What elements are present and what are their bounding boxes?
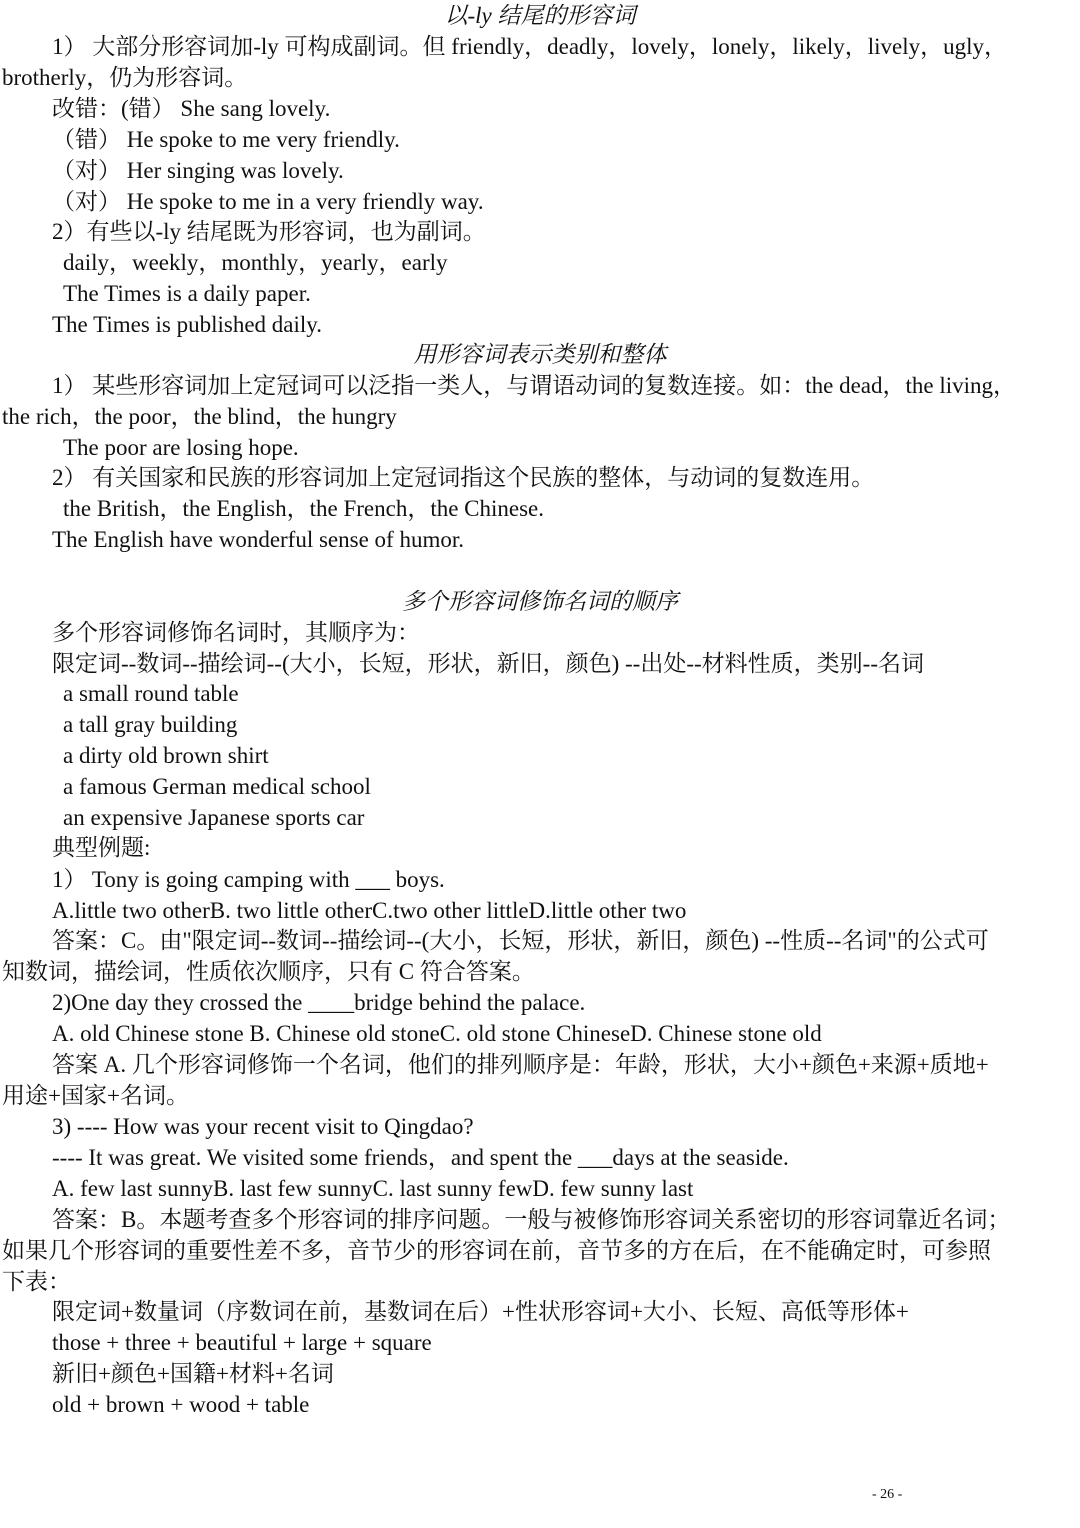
text-line: a famous German medical school [63,774,371,799]
text-line: 2） 有关国家和民族的形容词加上定冠词指这个民族的整体，与动词的复数连用。 [52,465,875,490]
text-line: 典型例题: [52,835,151,860]
text-line: 改错：(错） She sang lovely. [52,96,331,121]
text-line: 知数词，描绘词，性质依次顺序，只有 C 符合答案。 [2,959,535,984]
text-line: 2）有些以-ly 结尾既为形容词，也为副词。 [52,219,486,244]
text-line: brotherly，仍为形容词。 [2,65,248,90]
section-heading-class-and-whole: 用形容词表示类别和整体 [413,342,667,367]
text-line: 限定词--数词--描绘词--(大小，长短，形状，新旧，颜色) --出处--材料性质，类别--名词 [52,651,924,676]
text-line: daily，weekly，monthly，yearly，early [63,250,448,275]
text-line: an expensive Japanese sports car [63,805,365,830]
text-line: （对） Her singing was lovely. [52,158,344,183]
text-line: a small round table [63,681,239,706]
text-line: old + brown + wood + table [52,1392,310,1417]
section-heading-adjective-order: 多个形容词修饰名词的顺序 [402,589,678,614]
page-number: - 26 - [872,1487,903,1502]
text-line: 1） 大部分形容词加-ly 可构成副词。但 friendly，deadly，lovely，lonely，likely，lively，ugly， [52,34,1008,59]
text-line: those + three + beautiful + large + square [52,1330,432,1355]
text-line: a tall gray building [63,712,238,737]
text-line: 多个形容词修饰名词时，其顺序为： [52,620,420,645]
text-line: 3) ---- How was your recent visit to Qingdao? [52,1114,474,1139]
text-line: the rich，the poor，the blind，the hungry [2,404,397,429]
text-line: 限定词+数量词（序数词在前，基数词在后）+性状形容词+大小、长短、高低等形体+ [52,1299,909,1324]
text-line: A. old Chinese stone B. Chinese old stoneC. old stone ChineseD. Chinese stone old [52,1021,822,1046]
text-line: 用途+国家+名词。 [2,1083,189,1108]
text-line: the British，the English，the French，the Chinese. [63,496,545,521]
text-line: 2)One day they crossed the ____bridge behind the palace. [52,990,586,1015]
text-line: The Times is published daily. [52,312,323,337]
text-line: The Times is a daily paper. [63,281,311,306]
text-line: 如果几个形容词的重要性差不多，音节少的形容词在前，音节多的方在后，在不能确定时，可参照 [2,1238,991,1263]
text-line: （错） He spoke to me very friendly. [52,127,400,152]
text-line: 答案：B。本题考查多个形容词的排序问题。一般与被修饰形容词关系密切的形容词靠近名词； [52,1207,1011,1232]
text-line: 下表： [2,1269,71,1294]
text-line: A. few last sunnyB. last few sunnyC. last sunny fewD. few sunny last [52,1176,694,1201]
text-line: A.little two otherB. two little otherC.two other littleD.little other two [52,898,687,923]
text-line: 1） Tony is going camping with ___ boys. [52,867,445,892]
text-line: ---- It was great. We visited some friends，and spent the ___days at the seaside. [52,1145,789,1170]
text-line: The poor are losing hope. [63,435,299,460]
text-line: 新旧+颜色+国籍+材料+名词 [52,1361,334,1386]
text-line: The English have wonderful sense of humor. [52,527,464,552]
text-line: 答案 A. 几个形容词修饰一个名词，他们的排列顺序是：年龄，形状，大小+颜色+来源+质地+ [52,1052,989,1077]
text-line: （对） He spoke to me in a very friendly way. [52,189,484,214]
text-line: 答案：C。由"限定词--数词--描绘词--(大小，长短，形状，新旧，颜色) --性质--名词"的公式可 [52,928,989,953]
text-line: 1） 某些形容词加上定冠词可以泛指一类人，与谓语动词的复数连接。如：the dead，the living， [52,373,1017,398]
text-line: a dirty old brown shirt [63,743,269,768]
section-heading-ly-adjectives: 以-ly 结尾的形容词 [444,3,636,28]
